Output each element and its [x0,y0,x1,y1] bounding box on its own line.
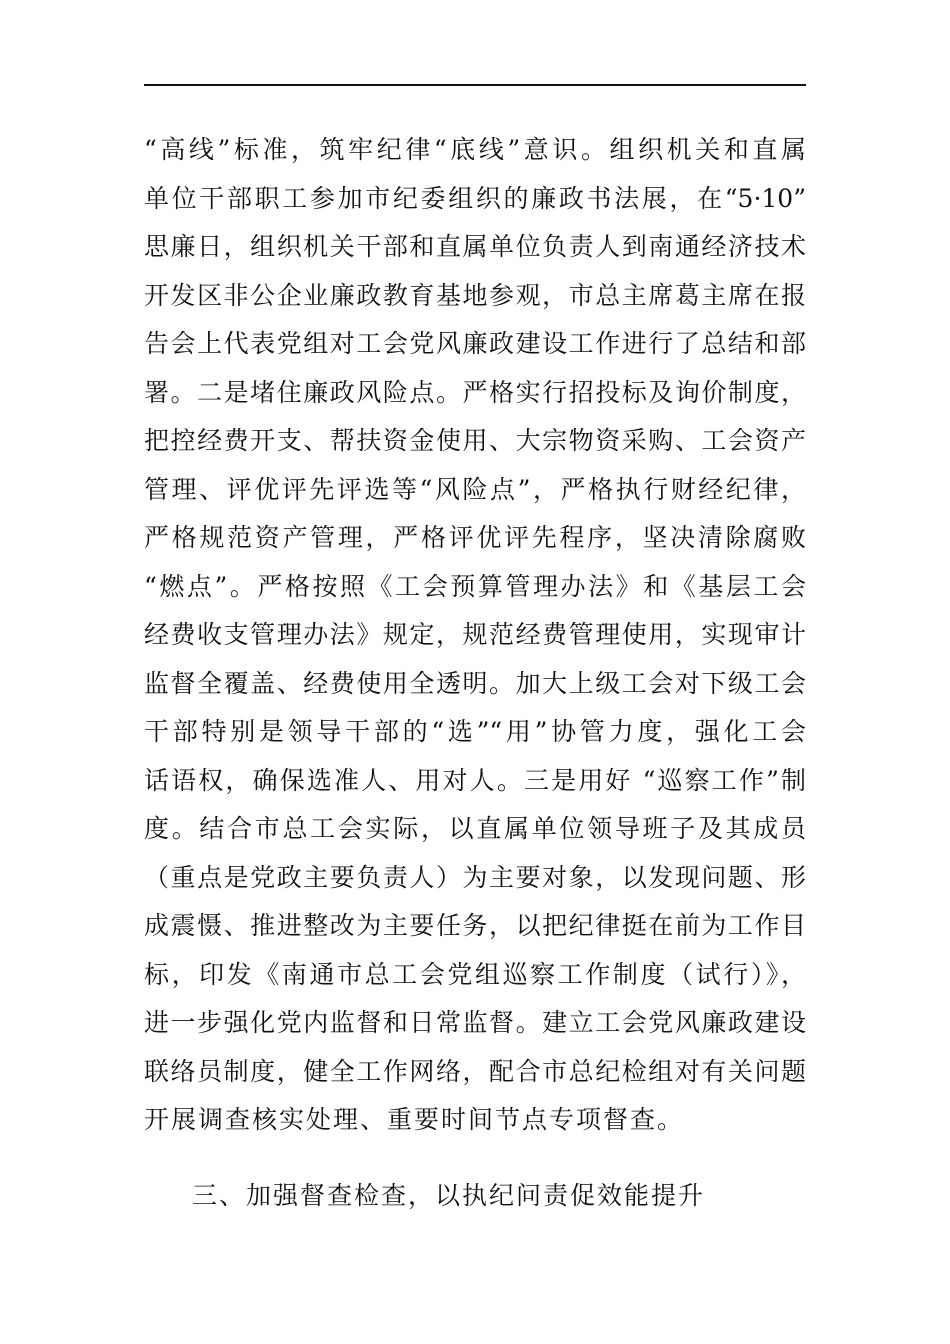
paragraph-line: 经费收支管理办法》规定，规范经费管理使用，实现审计 [144,620,806,649]
header-rule [144,84,806,86]
paragraph-line: 告会上代表党组对工会党风廉政建设工作进行了总结和部 [144,329,806,358]
paragraph-line: 开发区非公企业廉政教育基地参观，市总主席葛主席在报 [144,280,806,310]
paragraph-line: 署。二是堵住廉政风险点。严格实行招投标及询价制度， [144,377,806,407]
body-paragraph [144,126,806,1145]
paragraph-line: 严格规范资产管理，严格评优评先程序，坚决清除腐败 [144,523,806,552]
paragraph-line: “高线”标准，筑牢纪律“底线”意识。组织机关和直属 [144,135,806,164]
paragraph-line: 进一步强化党内监督和日常监督。建立工会党风廉政建设 [144,1008,806,1037]
paragraph-line: 管理、评优评先评选等“风险点”，严格执行财经纪律， [144,474,806,504]
paragraph-line: 话语权，确保选准人、用对人。三是用好 “巡察工作”制 [144,765,806,795]
paragraph-line: （重点是党政主要负责人）为主要对象，以发现问题、形 [144,862,806,892]
paragraph-line: 干部特别是领导干部的“选”“用”协管力度，强化工会 [144,717,806,746]
paragraph-line: 成震慑、推进整改为主要任务，以把纪律挺在前为工作目 [144,911,806,940]
paragraph-line: 思廉日，组织机关干部和直属单位负责人到南通经济技术 [144,232,806,261]
paragraph-line: 把控经费开支、帮扶资金使用、大宗物资采购、工会资产 [144,426,806,455]
paragraph-line: 联络员制度，健全工作网络，配合市总纪检组对有关问题 [144,1056,806,1086]
section-heading: 三、加强督查检查，以执纪问责促效能提升 [192,1181,706,1210]
paragraph-line: “燃点”。严格按照《工会预算管理办法》和《基层工会 [144,571,806,601]
paragraph-line: 单位干部职工参加市纪委组织的廉政书法展，在“5·10” [144,183,806,213]
paragraph-line: 度。结合市总工会实际，以直属单位领导班子及其成员 [144,814,806,843]
paragraph-line: 监督全覆盖、经费使用全透明。加大上级工会对下级工会 [144,668,806,698]
paragraph-line: 标，印发《南通市总工会党组巡察工作制度（试行）》， [144,959,806,989]
paragraph-line: 开展调查核实处理、重要时间节点专项督查。 [144,1105,685,1134]
